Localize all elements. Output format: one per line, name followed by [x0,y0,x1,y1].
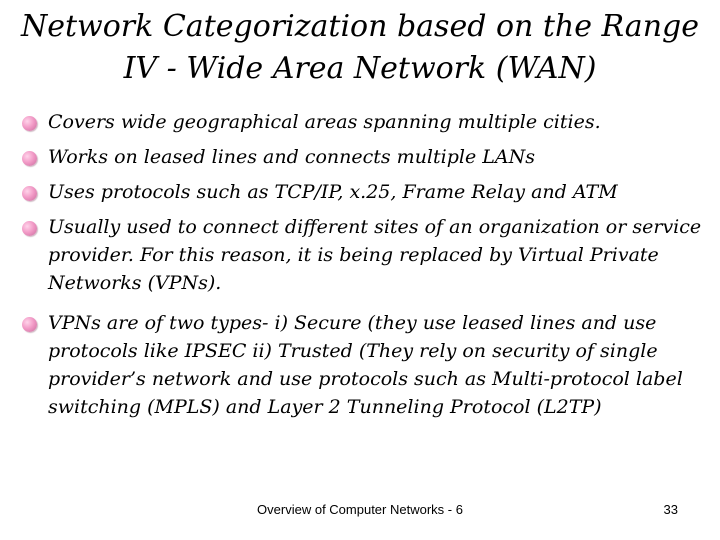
bullet-dot-icon [22,221,37,236]
bullet-text: VPNs are of two types- i) Secure (they use leased lines and use protocols like IPSEC ii) Trusted (They rely on security of single provider’s network and use protocols such as Multi-protocol label switching (MPLS) and Layer 2 Tunneling Protocol (L2TP) [48,312,683,418]
page-number: 33 [663,502,678,517]
title-line-1: Network Categorization based on the Range [21,9,699,44]
bullet-item-3 [20,178,710,206]
bullet-dot-icon [22,317,37,332]
bullet-item-1 [20,108,710,136]
bullet-text: Usually used to connect different sites of an organization or service provider. For this reason, it is being replaced by Virtual Private Networks (VPNs). [48,216,702,294]
footer-text: Overview of Computer Networks - 6 [257,502,463,517]
bullet-item-4 [20,213,710,297]
bullet-dot-icon [22,116,37,131]
bullet-item-2 [20,143,710,171]
bullet-text: Covers wide geographical areas spanning multiple cities. [48,111,601,133]
title-line-2: IV - Wide Area Network (WAN) [123,51,597,86]
bullet-dot-icon [22,186,37,201]
slide-title [0,6,720,90]
bullet-text: Uses protocols such as TCP/IP, x.25, Frame Relay and ATM [48,181,618,203]
bullet-list [20,108,710,428]
bullet-text: Works on leased lines and connects multiple LANs [48,146,535,168]
bullet-dot-icon [22,151,37,166]
bullet-item-5 [20,309,710,421]
